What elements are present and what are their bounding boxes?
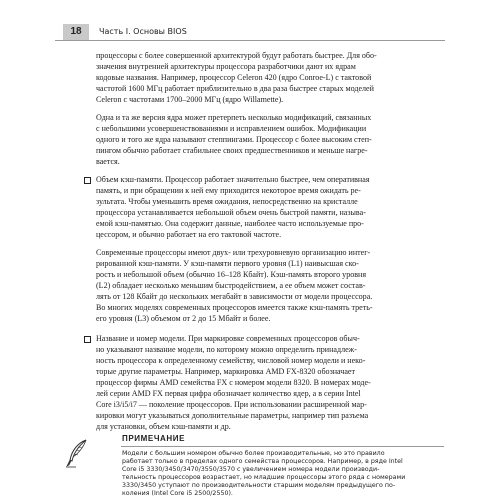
note-line: Core i5 3330/3450/3470/3550/3570 с увеличением номера модели производи- xyxy=(122,466,380,473)
bullet-box xyxy=(84,336,91,343)
note-line: работает только в пределах одного семейства процессоров. Например, в ряде Intel xyxy=(122,458,403,465)
text-line: вается. xyxy=(96,157,120,166)
text-line: (L2) обладает несколько меньшим быстродействием, а ее объем может состав- xyxy=(96,281,366,290)
feather-pen-icon xyxy=(64,438,90,468)
text-line: Одна и та же версия ядра может претерпеть несколько модификаций, связанных xyxy=(96,113,372,122)
note-title: ПРИМЕЧАНИЕ xyxy=(122,434,186,443)
text-line: его уровня (L3) объемом от 2 до 15 Мбайт и более. xyxy=(96,314,271,323)
text-line: Объем кэш-памяти. Процессор работает значительно быстрее, чем оперативная xyxy=(96,175,370,184)
text-line: кодовые названия. Например, процессор Celeron 420 (ядро Conroe-L) с тактовой xyxy=(96,73,372,82)
text-line: цессором, и обычно работает на его тактовой частоте. xyxy=(96,230,282,239)
note-line: 3330/3450 уступают по производительности старшим моделям предыдущего по- xyxy=(122,482,396,489)
text-line: Название и номер модели. При маркировке современных процессоров обыч- xyxy=(96,334,360,343)
text-line: процессоры с более совершенной архитектурой будут работать быстрее. Для обо- xyxy=(96,51,377,60)
note-rule xyxy=(121,446,444,447)
text-line: лей серии AMD FX первая цифра обозначает количество ядер, а в серии Intel xyxy=(96,389,361,398)
text-line: с небольшими усовершенствованиями и исправлением ошибок. Модификации xyxy=(96,124,367,133)
text-line: Core i3/i5/i7 — поколение процессоров. При использовании расширенной мар- xyxy=(96,400,367,409)
text-line: Celeron с частотами 1700–2000 МГц (ядро Willamette). xyxy=(96,95,284,104)
text-line: рированной кэш-памяти. У кэш-памяти первого уровня (L1) наивысшая ско- xyxy=(96,259,359,268)
note-line: тельность процессоров возрастает, но младшие процессоры этого ряда с номерами xyxy=(122,474,406,481)
text-line: память, и при обращении к ней ему приходится некоторое время ожидать ре- xyxy=(96,186,361,195)
text-line: ность процессора к определенному семейству, числовой номер модели и неко- xyxy=(96,356,366,365)
text-line: емой кэш-памятью. Она содержит данные, наиболее часто используемые про- xyxy=(96,219,364,228)
text-line: частотой 1600 МГц работает приблизительно в два раза быстрее старых моделей xyxy=(96,84,374,93)
text-line: Во многих моделях современных процессоров имеется также кэш-память треть- xyxy=(96,303,373,312)
text-line: пингом обычно работает стабильнее своих предшественников и меньше нагре- xyxy=(96,146,368,155)
text-line: Современные процессоры имеют двух- или трехуровневую организацию интег- xyxy=(96,248,371,257)
running-head: Часть I. Основы BIOS xyxy=(99,27,187,36)
note-line: коления (Intel Core i5 2500/2550). xyxy=(122,490,233,497)
text-line: кировки могут указываться дополнительные параметры, например тип разъема xyxy=(96,411,369,420)
text-line: одного и того же ядра называют степпингами. Процессор с более высоким степ- xyxy=(96,135,372,144)
text-line: рость и небольшой объем (обычно 16–128 Кбайт). Кэш-память второго уровня xyxy=(96,270,367,279)
text-line: лять от 128 Кбайт до нескольких мегабайт в зависимости от модели процессора. xyxy=(96,292,373,301)
text-line: процессора устанавливается небольшой объем очень быстрой памяти, называ- xyxy=(96,208,366,217)
note-line: Модели с большим номером обычно более производительные, но это правило xyxy=(122,450,385,457)
text-line: зультата. Чтобы уменьшить время ожидания, непосредственно на кристалле xyxy=(96,197,358,206)
text-line: но указывают название модели, по которому можно определить принадлеж- xyxy=(96,345,357,354)
text-line: значения внутренней архитектуры процессора разработчики дают их ядрам xyxy=(96,62,356,71)
text-line: процессор фирмы AMD семейства FX с номером модели 8320. В номерах моде- xyxy=(96,378,371,387)
bullet-box xyxy=(84,177,91,184)
page-number: 18 xyxy=(70,26,82,37)
text-line: для установки, объем кэш-памяти и др. xyxy=(96,422,231,431)
text-line: торые другие параметры. Например, маркировка AMD FX-8320 обозначает xyxy=(96,367,356,376)
